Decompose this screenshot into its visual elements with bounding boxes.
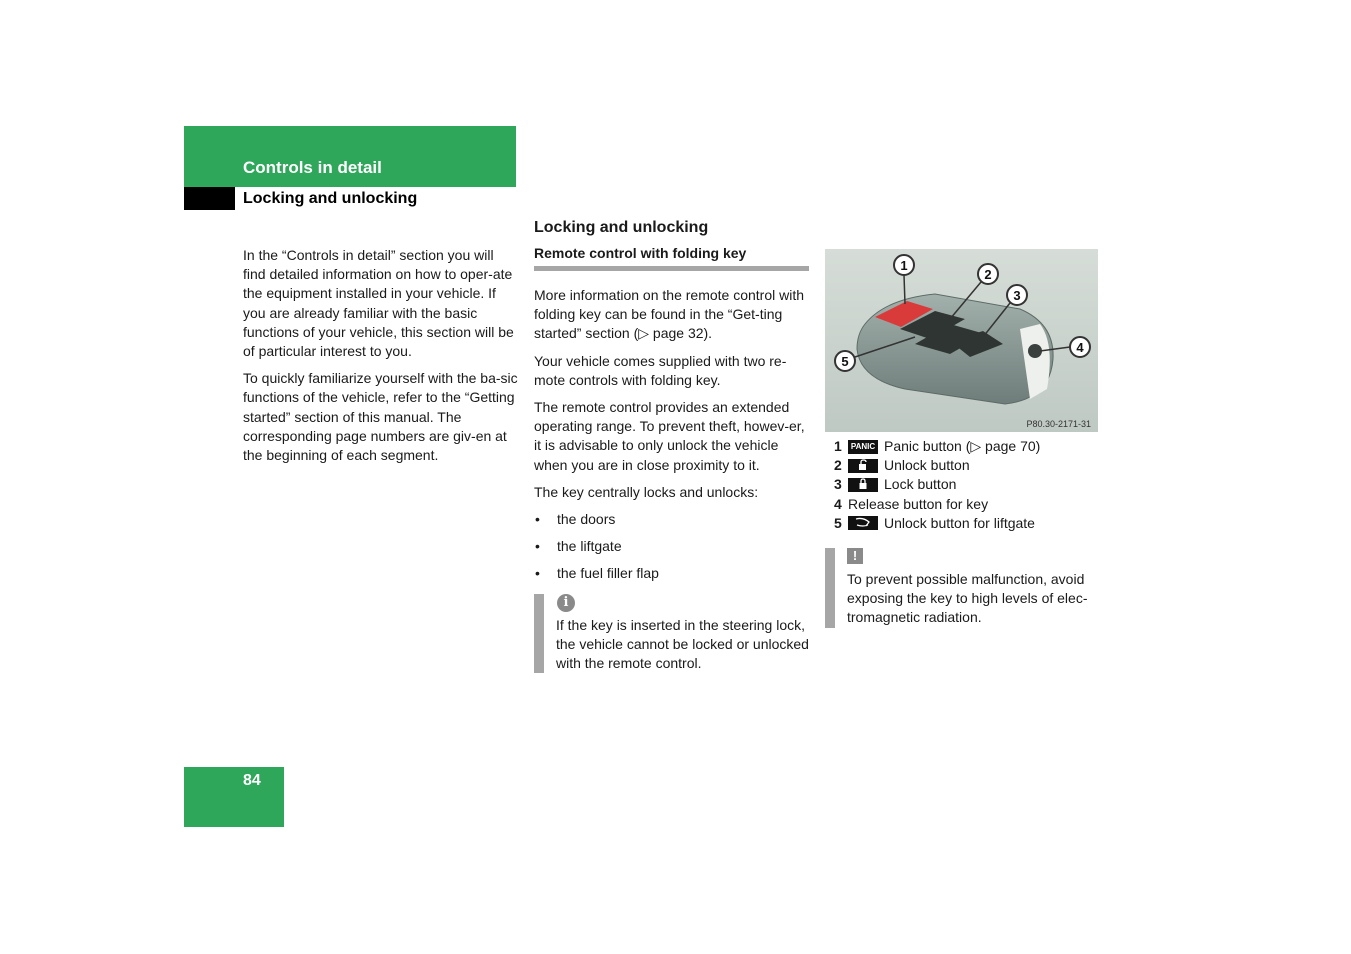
callout-3: 3 [1013,288,1021,303]
legend-text: Lock button [884,476,957,493]
note-bar [534,594,544,674]
list-item: • the liftgate [534,537,809,556]
section-subtitle: Locking and unlocking [243,190,418,207]
warning-icon: ! [847,548,863,564]
info-note-text: If the key is inserted in the steering lock, the vehicle cannot be locked or unlocked with the remote control. [556,616,809,672]
intro-column [243,246,518,473]
section-subheading: Remote control with folding key [534,244,809,271]
callout-4: 4 [1076,340,1084,355]
remote-key-figure [825,249,1098,432]
legend-text: Unlock button for liftgate [884,514,1035,531]
chapter-title: Controls in detail [243,158,382,177]
liftgate-icon [848,516,878,530]
section-tab-marker [184,187,235,210]
warning-note-container [825,548,1100,628]
lock-icon [848,478,878,492]
paragraph-more-info: More information on the remote control with folding key can be found in the “Get-ting started” section (▷ page 32). [534,287,805,342]
paragraph-two-remotes: Your vehicle comes supplied with two re-mote controls with folding key. [534,352,787,388]
warning-note [825,548,1100,628]
legend-text: Unlock button [884,457,970,474]
intro-paragraph-1: In the “Controls in detail” section you will find detailed information on how to oper-ate the equipment installed in your vehicle. If you are already familiar with the basic functions of your vehicle, this section will be of particular interest to you. [243,247,514,360]
legend-row [834,514,1104,533]
legend-number: 4 [834,495,842,512]
page-number: 84 [243,772,261,789]
section-title: Locking and unlocking [534,219,709,236]
main-column [534,218,809,673]
note-bar [825,548,835,628]
info-icon: i [557,594,575,612]
panic-icon: PANIC [848,440,878,454]
remote-key-illustration [825,249,1098,432]
callout-2: 2 [984,267,992,282]
lock-items-list [534,510,809,584]
legend-row [834,495,1104,514]
legend-text: Release button for key [848,495,989,512]
warning-text: To prevent possible malfunction, avoid exposing the key to high levels of elec-tromagnetic radiation. [847,571,1088,626]
page-number-box [184,767,284,827]
legend-number: 2 [834,457,842,474]
legend-row [834,475,1104,494]
legend-row [834,456,1104,475]
callout-5: 5 [841,354,849,369]
figure-legend [834,437,1104,533]
info-note [534,594,809,674]
legend-number: 3 [834,476,842,493]
legend-row [834,437,1104,456]
legend-number: 1 [834,438,842,454]
paragraph-central-lock: The key centrally locks and unlocks: [534,483,759,500]
callout-1: 1 [900,258,908,273]
legend-number: 5 [834,514,842,531]
list-item: • the doors [534,510,809,529]
intro-paragraph-2: To quickly familiarize yourself with the ba-sic functions of the vehicle, refer to the “Getting started” section of this manual. The corresponding page numbers are giv-en at the beginning of each segment. [243,370,518,464]
legend-text: Panic button (▷ page 70) [884,438,1041,454]
list-item: • the fuel filler flap [534,564,809,583]
unlock-icon [848,459,878,473]
figure-code: P80.30-2171-31 [1026,419,1091,429]
paragraph-operating-range: The remote control provides an extended operating range. To prevent theft, howev-er, it is advisable to only unlock the vehicle when you are in close proximity to it. [534,399,805,473]
